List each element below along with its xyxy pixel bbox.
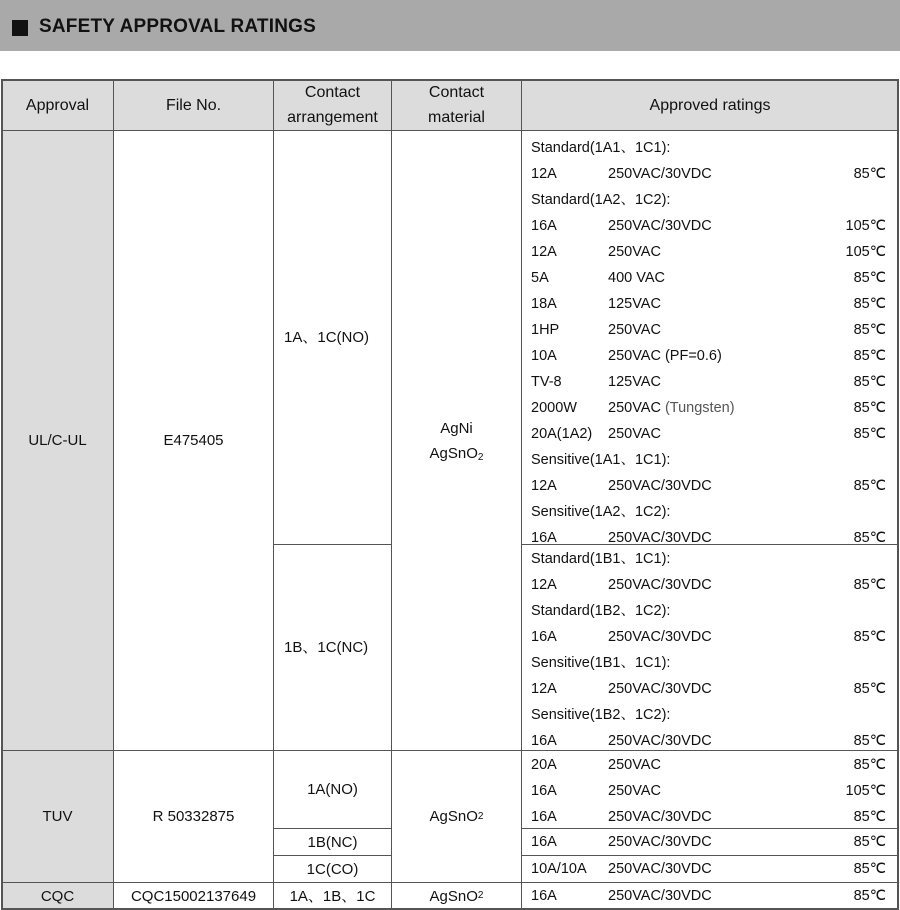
rating-temperature: 85℃ [853,374,886,390]
rating-temperature: 85℃ [853,530,886,546]
material-agni: AgNi [440,419,473,437]
rating-voltage-value: 250VAC [608,426,661,442]
rating-current: 1HP [531,322,560,338]
rating-row [531,572,886,598]
ratings-tuv-co [521,855,899,883]
rating-current: 10A/10A [531,861,587,877]
rating-voltage [608,676,712,702]
rating-current: 12A [531,166,557,182]
rating-voltage-value: 250VAC/30VDC [608,218,712,234]
rating-row [531,239,886,265]
rating-voltage [608,421,661,447]
rating-row [531,317,886,343]
rating-current: 10A [531,348,557,364]
rating-current: 2000W [531,400,577,416]
rating-row [531,421,886,447]
rating-row [531,829,886,855]
rating-heading: Standard(1A2、1C2): [531,192,671,208]
rating-voltage-value: 125VAC [608,296,661,312]
rating-temperature: 85℃ [853,733,886,749]
rating-current: 20A(1A2) [531,426,593,442]
rating-current: 16A [531,834,557,850]
arrangement-tuv-no: 1A(NO) [273,750,392,829]
rating-temperature: 85℃ [853,270,886,286]
rating-voltage-value: 250VAC [608,400,661,416]
material-agsno2 [430,441,484,466]
rating-current: 16A [531,629,557,645]
rating-current: 16A [531,783,557,799]
approval-ul-c-ul: UL/C-UL [1,130,114,751]
header-approved-ratings: Approved ratings [521,79,899,131]
rating-temperature: 85℃ [853,400,886,416]
rating-voltage-value: 250VAC [608,757,661,773]
arrangement-tuv-co: 1C(CO) [273,855,392,883]
rating-current: 18A [531,296,557,312]
material-agsno2-base: AgSnO [429,444,478,462]
header-contact-material-line1: Contact [428,84,485,101]
rating-voltage-value: 250VAC/30VDC [608,733,712,749]
rating-voltage-value: 250VAC/30VDC [608,478,712,494]
rating-current: 16A [531,530,557,546]
rating-voltage-value: 250VAC/30VDC [608,530,712,546]
material-tuv-base: AgSnO [429,808,478,825]
section-title: SAFETY APPROVAL RATINGS [39,16,316,37]
material-ul [391,130,522,751]
rating-current: TV-8 [531,374,562,390]
rating-voltage [608,752,661,778]
rating-temperature: 105℃ [845,783,886,799]
rating-temperature: 85℃ [853,348,886,364]
approval-cqc: CQC [1,882,114,910]
rating-voltage [608,778,661,804]
rating-voltage-value: 400 VAC [608,270,665,286]
rating-temperature: 105℃ [845,244,886,260]
rating-heading: Standard(1B1、1C1): [531,551,671,567]
rating-temperature: 85℃ [853,757,886,773]
header-contact-arrangement [273,79,392,131]
rating-voltage [608,265,665,291]
rating-temperature: 85℃ [853,861,886,877]
rating-temperature: 85℃ [853,681,886,697]
rating-temperature: 105℃ [845,218,886,234]
rating-current: 16A [531,809,557,825]
rating-temperature: 85℃ [853,834,886,850]
rating-current: 5A [531,270,549,286]
rating-row [531,343,886,369]
rating-voltage [608,883,712,909]
rating-temperature: 85℃ [853,478,886,494]
rating-row [531,856,886,882]
rating-voltage [608,291,661,317]
material-agsno2-sub: 2 [477,451,484,463]
rating-voltage [608,624,712,650]
rating-row [531,804,886,830]
rating-voltage-value: 125VAC [608,374,661,390]
rating-row [531,473,886,499]
rating-current: 16A [531,733,557,749]
rating-row [531,624,886,650]
header-contact-material [391,79,522,131]
rating-voltage [608,317,661,343]
rating-voltage-value: 250VAC/30VDC [608,809,712,825]
file-no-tuv: R 50332875 [113,750,274,883]
arrangement-tuv-nc: 1B(NC) [273,828,392,856]
rating-voltage-value: 250VAC/30VDC [608,861,712,877]
header-contact-material-line2: material [428,109,485,126]
rating-current: 12A [531,577,557,593]
rating-voltage [608,473,712,499]
material-cqc: AgSnO 2 [391,882,522,910]
rating-row [531,676,886,702]
rating-row [531,161,886,187]
arrangement-ul-nc: 1B、1C(NC) [273,544,392,751]
rating-temperature: 85℃ [853,809,886,825]
rating-temperature: 85℃ [853,296,886,312]
rating-heading: Sensitive(1B2、1C2): [531,707,671,723]
file-no-cqc: CQC15002137649 [113,882,274,910]
rating-voltage-value: 250VAC [608,322,661,338]
rating-voltage [608,343,722,369]
file-no-ul: E475405 [113,130,274,751]
rating-temperature: 85℃ [853,322,886,338]
rating-row [531,369,886,395]
rating-temperature: 85℃ [853,629,886,645]
rating-voltage [608,829,712,855]
rating-current: 16A [531,218,557,234]
rating-row [531,778,886,804]
rating-temperature: 85℃ [853,166,886,182]
rating-current: 16A [531,888,557,904]
rating-current: 12A [531,244,557,260]
rating-row [531,883,886,909]
arrangement-ul-no: 1A、1C(NO) [273,130,392,545]
rating-row [531,291,886,317]
rating-row [531,395,886,421]
ratings-ul-no [521,130,899,545]
rating-voltage [608,804,712,830]
rating-voltage-value: 250VAC/30VDC [608,888,712,904]
rating-temperature: 85℃ [853,888,886,904]
rating-voltage-value: 250VAC/30VDC [608,166,712,182]
rating-voltage [608,395,735,421]
header-contact-arrangement-line2: arrangement [287,109,378,126]
ratings-tuv-no [521,750,899,829]
rating-row [531,213,886,239]
rating-temperature: 85℃ [853,577,886,593]
rating-heading: Sensitive(1B1、1C1): [531,655,671,671]
ratings-ul-nc [521,544,899,751]
rating-current: 12A [531,681,557,697]
rating-current: 12A [531,478,557,494]
header-approval: Approval [1,79,114,131]
rating-voltage [608,572,712,598]
approval-tuv: TUV [1,750,114,883]
rating-voltage [608,856,712,882]
rating-heading: Standard(1A1、1C1): [531,140,671,156]
rating-voltage-value: 250VAC/30VDC [608,629,712,645]
rating-voltage-value: 250VAC [608,783,661,799]
material-cqc-base: AgSnO [429,887,478,905]
rating-voltage-value: 250VAC/30VDC [608,577,712,593]
material-tuv: AgSnO 2 [391,750,522,883]
rating-heading: Sensitive(1A1、1C1): [531,452,671,468]
rating-note: (Tungsten) [664,400,735,416]
ratings-tuv-nc [521,828,899,856]
arrangement-cqc: 1A、1B、1C [273,882,392,910]
black-square-icon [12,20,28,36]
rating-temperature: 85℃ [853,426,886,442]
header-contact-arrangement-line1: Contact [304,84,361,101]
rating-voltage [608,161,712,187]
rating-voltage-value: 250VAC/30VDC [608,834,712,850]
rating-voltage-value: 250VAC (PF=0.6) [608,348,722,364]
rating-row [531,265,886,291]
rating-current: 20A [531,757,557,773]
rating-voltage [608,213,712,239]
rating-voltage-value: 250VAC [608,244,661,260]
rating-heading: Standard(1B2、1C2): [531,603,671,619]
header-file-no: File No. [113,79,274,131]
rating-voltage [608,369,661,395]
rating-row [531,752,886,778]
rating-voltage [608,239,661,265]
section-header-bar [0,0,900,51]
ratings-cqc [521,882,899,910]
rating-voltage-value: 250VAC/30VDC [608,681,712,697]
rating-heading: Sensitive(1A2、1C2): [531,504,671,520]
